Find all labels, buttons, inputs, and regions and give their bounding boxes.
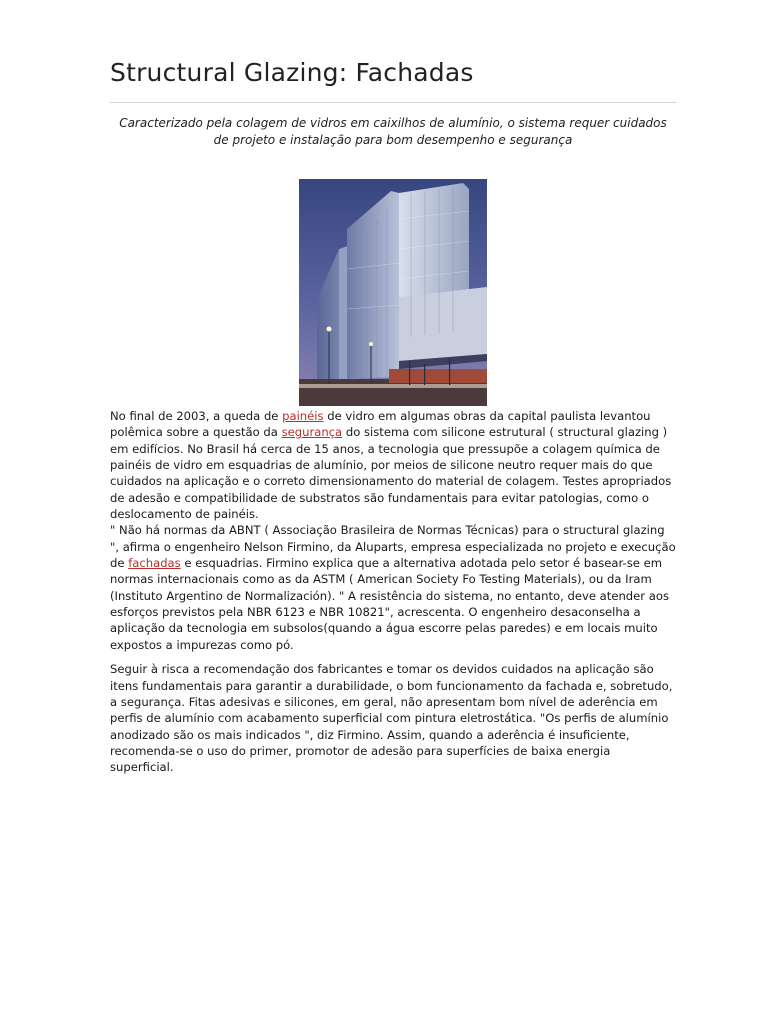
paragraph-1-text-a: No final de 2003, a queda de xyxy=(110,409,283,423)
paragraph-2-text-a: " Não há normas da ABNT ( Associação Brasileira de Normas Técnicas) para o structural glazing ", afirma o engenheiro Nelson Firmino, da Aluparts, empresa especializada no projeto e execução de xyxy=(110,523,676,571)
paragraph-3: Seguir à risca a recomendação dos fabricantes e tomar os devidos cuidados na aplicação são itens fundamentais para garantir a durabilidade, o bom funcionamento da fachada e, sobretudo, a segurança. Fitas adesivas e silicones, em geral, não apresentam bom nível de aderência em perfis de alumínio com acabamento superficial com pintura eletrostática. "Os perfis de alumínio anodizado são os mais indicados ", diz Firmino. Assim, quando a aderência é insuficiente, recomenda-se o uso do primer, promotor de adesão para superfícies de baixa energia superficial. xyxy=(110,662,673,775)
building-photo xyxy=(299,179,487,406)
title-divider xyxy=(110,102,676,103)
page-title: Structural Glazing: Fachadas xyxy=(110,58,474,87)
article-subtitle: Caracterizado pela colagem de vidros em caixilhos de alumínio, o sistema requer cuidados de projeto e instalação para bom desempenho e segurança xyxy=(119,116,667,147)
paragraph-1-text-c: do sistema com silicone estrutural ( structural glazing ) em edifícios. No Brasil há cerca de 15 anos, a tecnologia que pressupõe a colagem química de painéis de vidro em esquadrias de alumínio, por meios de silicone neutro requer mais do que cuidados na aplicação e o correto dimensionamento do material de colagem. Testes apropriados de adesão e compatibilidade de substratos são fundamentais para evitar patologias, como o deslocamento de painéis. xyxy=(110,425,672,522)
paragraph-1 xyxy=(110,408,676,522)
paragraph-2 xyxy=(110,522,676,653)
link-fachadas[interactable]: fachadas xyxy=(128,556,181,571)
paragraph-1-text-b: de vidro em algumas obras da capital paulista levantou polêmica sobre a questão da xyxy=(110,409,651,440)
paragraph-2-text-b: e esquadrias. Firmino explica que a alternativa adotada pelo setor é basear-se em normas internacionais como as da ASTM ( American Society Fo Testing Materials), ou da Iram (Instituto Argentino de Normalización). " A resistência do sistema, no entanto, deve atender aos esforços previstos pela NBR 6123 e NBR 10821", acrescenta. O engenheiro desaconselha a aplicação da tecnologia em subsolos(quando a água escorre pelas paredes) e em locais muito expostos a impurezas como pó. xyxy=(110,556,669,652)
link-seguranca[interactable]: segurança xyxy=(281,425,343,440)
article-body xyxy=(110,408,676,776)
link-paineis[interactable]: painéis xyxy=(282,409,324,423)
